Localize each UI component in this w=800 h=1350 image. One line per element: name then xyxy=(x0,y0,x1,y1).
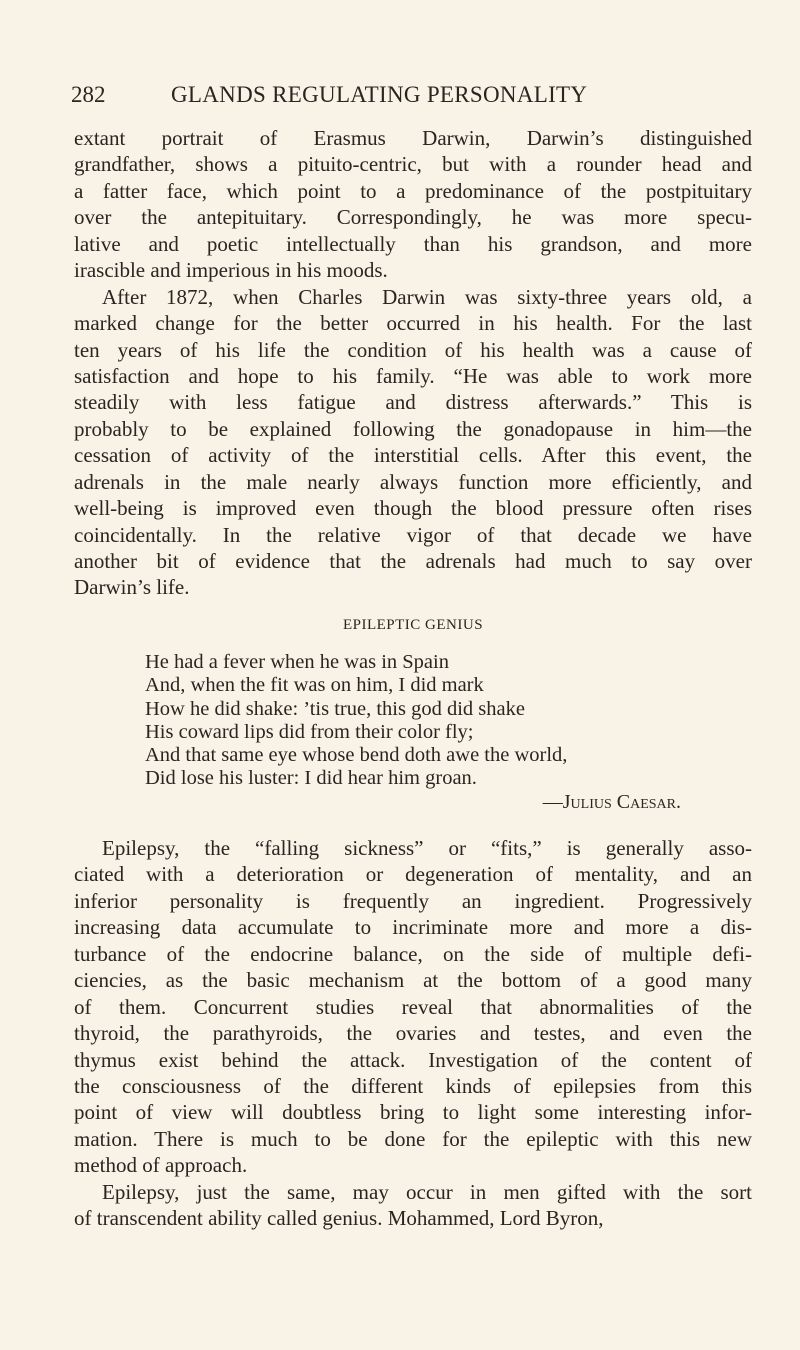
text-line: After 1872, when Charles Darwin was sixty-three years old, a xyxy=(102,284,752,309)
text-line: of them. Concurrent studies reveal that abnormalities of the xyxy=(74,994,752,1019)
section-heading: EPILEPTIC GENIUS xyxy=(342,617,484,633)
text-line: the consciousness of the different kinds of epilepsies from this xyxy=(74,1073,752,1098)
text-line: well-being is improved even though the blood pressure often rises xyxy=(74,496,752,521)
text-line: method of approach. xyxy=(74,1153,248,1178)
text-line: turbance of the endocrine balance, on the side of multiple defi- xyxy=(74,941,752,966)
text-line: another bit of evidence that the adrenals had much to say over xyxy=(74,549,752,573)
text-line: extant portrait of Erasmus Darwin, Darwin’s distinguished xyxy=(74,126,752,150)
text-line: thymus exist behind the attack. Investigation of the content of xyxy=(74,1047,752,1072)
epigraph-poem xyxy=(145,651,567,791)
epigraph-attribution: —Julius Caesar. xyxy=(542,791,681,813)
section-2-body xyxy=(74,835,752,1232)
text-line: cessation of activity of the interstitial cells. After this event, the xyxy=(74,443,752,468)
text-line: steadily with less fatigue and distress afterwards.” This is xyxy=(74,390,752,415)
text-line: mation. There is much to be done for the epileptic with this new xyxy=(74,1126,752,1151)
paragraph xyxy=(74,1179,752,1232)
paragraph xyxy=(74,125,752,284)
text-line: ten years of his life the condition of his health was a cause of xyxy=(74,337,752,362)
running-header xyxy=(71,82,752,110)
paragraph xyxy=(74,284,752,601)
poem-line: His coward lips did from their color fly; xyxy=(145,720,474,743)
text-line: irascible and imperious in his moods. xyxy=(74,258,388,283)
text-line: marked change for the better occurred in his health. For the last xyxy=(74,311,752,336)
section-1-body xyxy=(74,125,752,601)
text-line: probably to be explained following the gonadopause in him—the xyxy=(74,416,752,441)
poem-line: He had a fever when he was in Spain xyxy=(145,651,449,673)
paragraph xyxy=(74,835,752,1179)
poem-line: And, when the fit was on him, I did mark xyxy=(145,674,484,697)
text-line: ciencies, as the basic mechanism at the bottom of a good many xyxy=(74,968,752,993)
text-line: increasing data accumulate to incriminate more and more a dis- xyxy=(74,915,752,940)
text-line: grandfather, shows a pituito-centric, but with a rounder head and xyxy=(74,152,752,177)
poem-line: How he did shake: ’tis true, this god did shake xyxy=(145,697,525,720)
text-line: point of view will doubtless bring to light some interesting infor- xyxy=(74,1100,752,1125)
text-line: coincidentally. In the relative vigor of that decade we have xyxy=(74,522,752,547)
poem-line: And that same eye whose bend doth awe the world, xyxy=(145,744,568,767)
text-line: satisfaction and hope to his family. “He was able to work more xyxy=(74,363,752,388)
text-line: Epilepsy, the “falling sickness” or “fits,” is generally asso- xyxy=(102,836,752,860)
text-line: a fatter face, which point to a predominance of the postpituitary xyxy=(74,178,752,203)
page-number: 282 xyxy=(71,82,106,107)
text-line: Darwin’s life. xyxy=(74,575,190,600)
poem-line: Did lose his luster: I did hear him groan. xyxy=(145,767,477,790)
text-line: thyroid, the parathyroids, the ovaries and testes, and even the xyxy=(74,1021,752,1046)
text-line: lative and poetic intellectually than his grandson, and more xyxy=(74,231,752,256)
text-line: Epilepsy, just the same, may occur in men gifted with the sort xyxy=(102,1179,752,1204)
text-line: inferior personality is frequently an ingredient. Progressively xyxy=(74,888,752,913)
text-line: of transcendent ability called genius. Mohammed, Lord Byron, xyxy=(74,1206,604,1231)
text-line: ciated with a deterioration or degeneration of mentality, and an xyxy=(74,862,752,887)
text-line: over the antepituitary. Correspondingly, he was more specu- xyxy=(74,205,752,230)
text-line: adrenals in the male nearly always function more efficiently, and xyxy=(74,469,752,494)
running-title: GLANDS REGULATING PERSONALITY xyxy=(171,82,588,107)
